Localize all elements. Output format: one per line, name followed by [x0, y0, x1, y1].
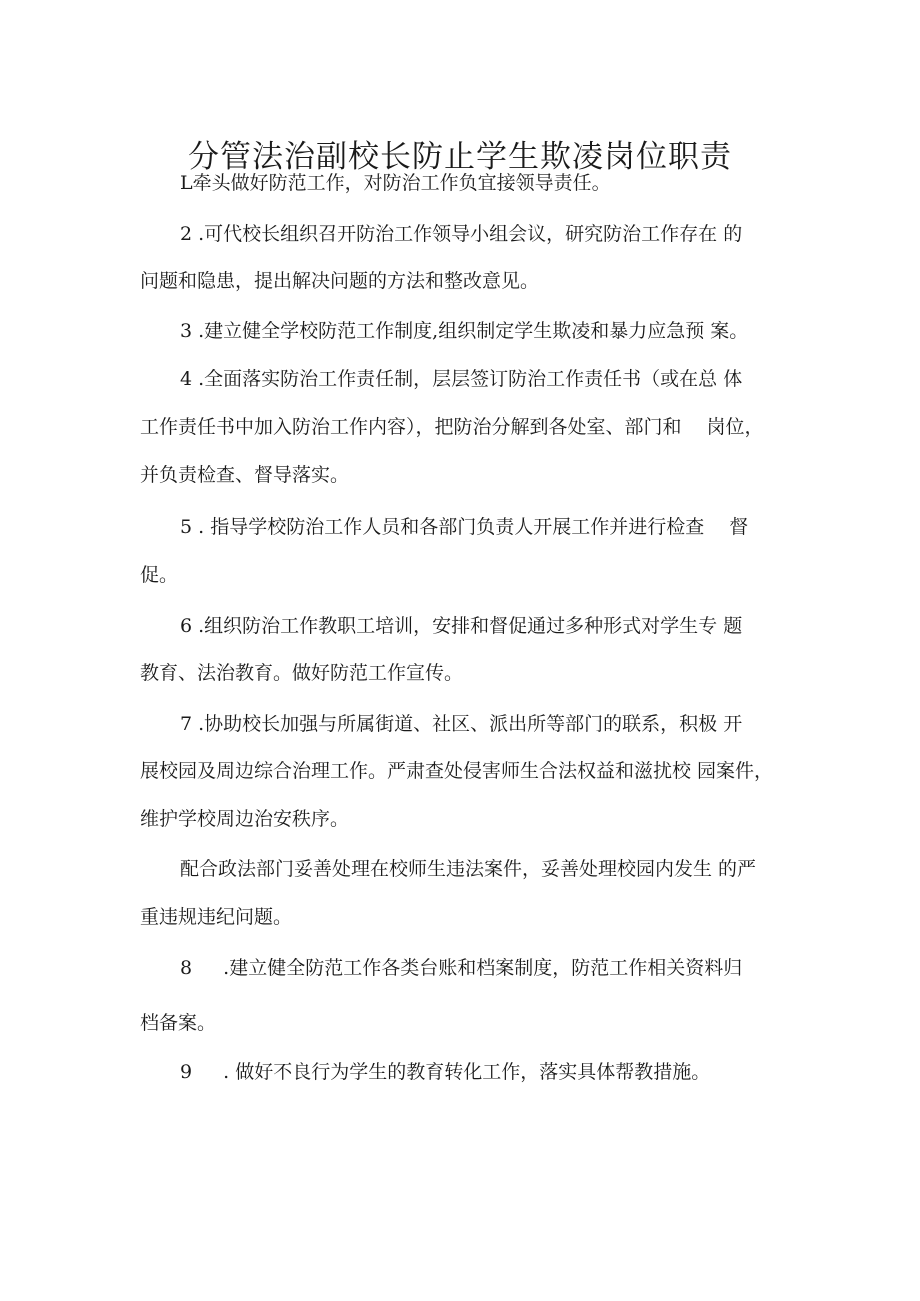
paragraph-line: 4 .全面落实防治工作责任制，层层签订防治工作责任书（或在总 体: [180, 368, 743, 390]
paragraph-line: 并负责检查、督导落实。: [140, 464, 350, 486]
paragraph-line: 7 .协助校长加强与所属街道、社区、派出所等部门的联系，积极 开: [180, 713, 743, 735]
paragraph-line: 6 .组织防治工作教职工培训，安排和督促通过多种形式对学生专 题: [180, 615, 743, 637]
paragraph-line: 促。: [140, 564, 179, 586]
paragraph-line: 问题和隐患，提出解决问题的方法和整改意见。: [140, 270, 540, 292]
paragraph-line: 8 .建立健全防范工作各类台账和档案制度，防范工作相关资料归: [180, 957, 743, 979]
paragraph-line: 5 . 指导学校防治工作人员和各部门负责人开展工作并进行检查 督: [180, 516, 749, 538]
paragraph-line: 维护学校周边治安秩序。: [140, 808, 350, 830]
paragraph-line: L牵头做好防范工作，对防治工作负宜接领导责任。: [180, 172, 611, 194]
paragraph-line: 重违规违纪问题。: [140, 906, 293, 928]
paragraph-line: 档备案。: [140, 1012, 217, 1034]
paragraph-line: 教育、法治教育。做好防范工作宣传。: [140, 662, 464, 684]
paragraph-line: 展校园及周边综合治理工作。严肃查处侵害师生合法权益和滋扰校 园案件，: [140, 760, 774, 782]
paragraph-line: 3 .建立健全学校防范工作制度,组织制定学生欺凌和暴力应急预 案。: [180, 320, 749, 342]
document-title: 分管法治副校长防止学生欺凌岗位职责: [188, 138, 732, 175]
paragraph-line: 2 .可代校长组织召开防治工作领导小组会议，研究防治工作存在 的: [180, 223, 743, 245]
paragraph-line: 配合政法部门妥善处理在校师生违法案件，妥善处理校园内发生 的严: [180, 858, 757, 880]
paragraph-line: 工作责任书中加入防治工作内容），把防治分解到各处室、部门和 岗位，: [140, 416, 764, 438]
paragraph-line: 9 . 做好不良行为学生的教育转化工作，落实具体帮教措施。: [180, 1061, 711, 1083]
